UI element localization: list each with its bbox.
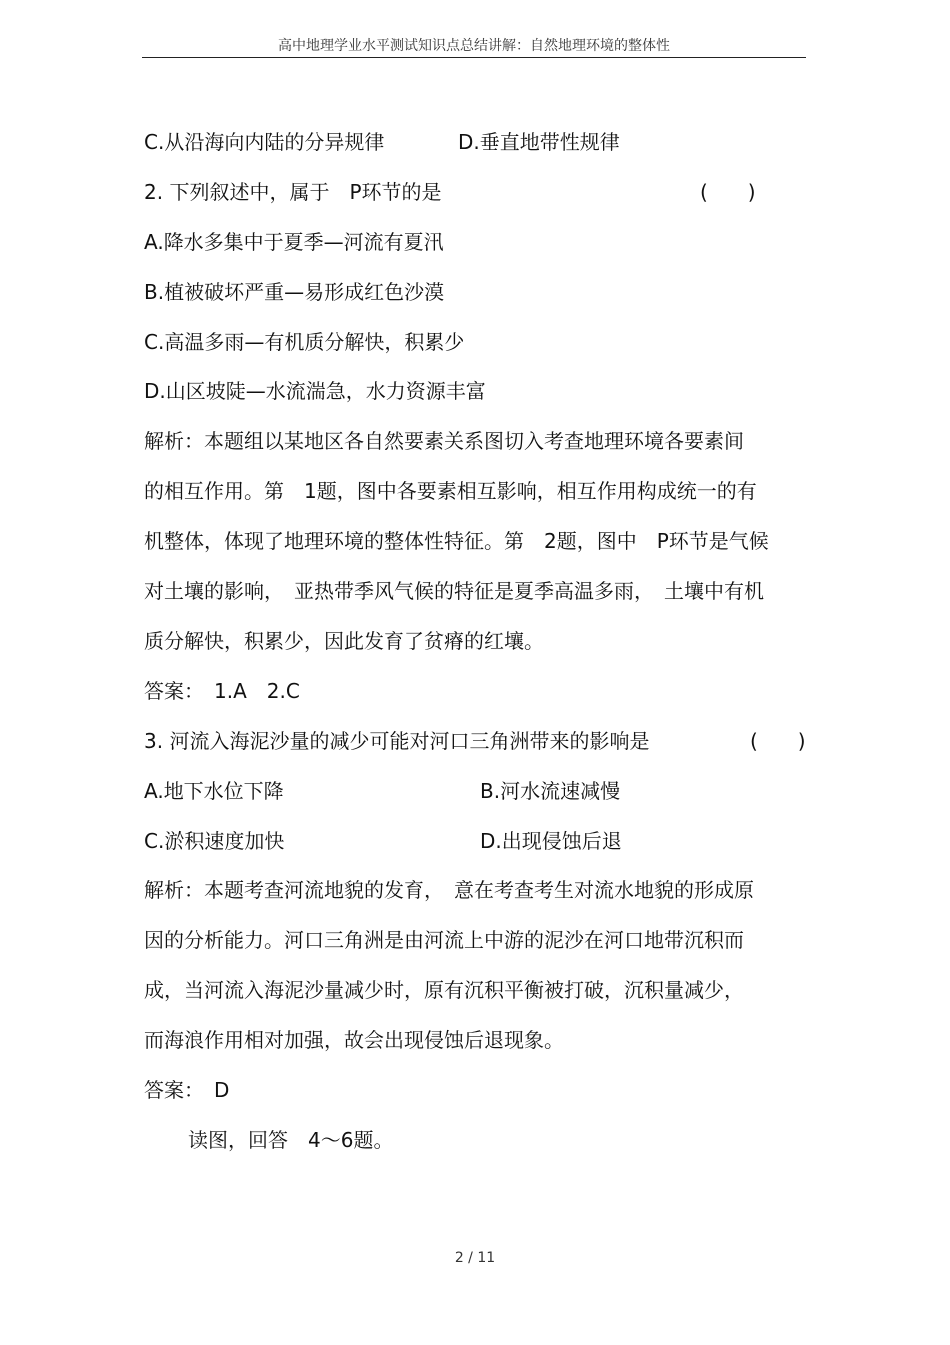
q1-option-c: C.从沿海向内陆的分异规律 bbox=[144, 130, 385, 154]
q3-option-d: D.出现侵蚀后退 bbox=[480, 829, 622, 853]
q2-answer-paren: ( ) bbox=[700, 180, 756, 204]
read-prompt: 读图，回答 4～6题。 bbox=[188, 1128, 394, 1152]
page-header: 高中地理学业水平测试知识点总结讲解：自然地理环境的整体性 bbox=[278, 38, 670, 54]
answer2: 答案： D bbox=[144, 1078, 230, 1102]
analysis2-line4: 而海浪作用相对加强，故会出现侵蚀后退现象。 bbox=[144, 1028, 564, 1052]
q3-options-row1 bbox=[144, 777, 621, 805]
analysis1-line2: 的相互作用。第 1题，图中各要素相互影响，相互作用构成统一的有 bbox=[144, 479, 757, 503]
q2-option-c: C.高温多雨—有机质分解快，积累少 bbox=[144, 330, 465, 354]
q2-stem: 2. 下列叙述中，属于 P环节的是 bbox=[144, 180, 442, 204]
q1-option-d: D.垂直地带性规律 bbox=[458, 130, 620, 154]
q3-answer-paren: ( ) bbox=[750, 729, 806, 753]
analysis1-line3: 机整体，体现了地理环境的整体性特征。第 2题，图中 P环节是气候 bbox=[144, 529, 769, 553]
q2-option-d: D.山区坡陡—水流湍急，水力资源丰富 bbox=[144, 379, 486, 403]
q3-stem: 3. 河流入海泥沙量的减少可能对河口三角洲带来的影响是 bbox=[144, 729, 650, 753]
analysis2-line3: 成，当河流入海泥沙量减少时，原有沉积平衡被打破，沉积量减少， bbox=[144, 978, 744, 1002]
analysis1-line1: 解析：本题组以某地区各自然要素关系图切入考查地理环境各要素间 bbox=[144, 429, 744, 453]
header-rule bbox=[142, 57, 806, 58]
q3-options-row2 bbox=[144, 827, 622, 855]
q2-option-b: B.植被破坏严重—易形成红色沙漠 bbox=[144, 280, 445, 304]
q2-option-a: A.降水多集中于夏季—河流有夏汛 bbox=[144, 230, 444, 254]
page-number: 2 / 11 bbox=[454, 1250, 496, 1266]
analysis1-line4: 对土壤的影响， 亚热带季风气候的特征是夏季高温多雨， 土壤中有机 bbox=[144, 579, 764, 603]
q3-stem-row bbox=[144, 727, 806, 755]
q2-stem-row bbox=[144, 178, 756, 206]
q3-option-a: A.地下水位下降 bbox=[144, 779, 284, 803]
answer1: 答案： 1.A 2.C bbox=[144, 679, 300, 703]
analysis2-line2: 因的分析能力。河口三角洲是由河流上中游的泥沙在河口地带沉积而 bbox=[144, 928, 744, 952]
q1-options-row bbox=[144, 128, 620, 156]
analysis1-line5: 质分解快，积累少，因此发育了贫瘠的红壤。 bbox=[144, 629, 544, 653]
q3-option-c: C.淤积速度加快 bbox=[144, 829, 285, 853]
analysis2-line1: 解析：本题考查河流地貌的发育， 意在考查考生对流水地貌的形成原 bbox=[144, 878, 754, 902]
q3-option-b: B.河水流速减慢 bbox=[480, 779, 621, 803]
